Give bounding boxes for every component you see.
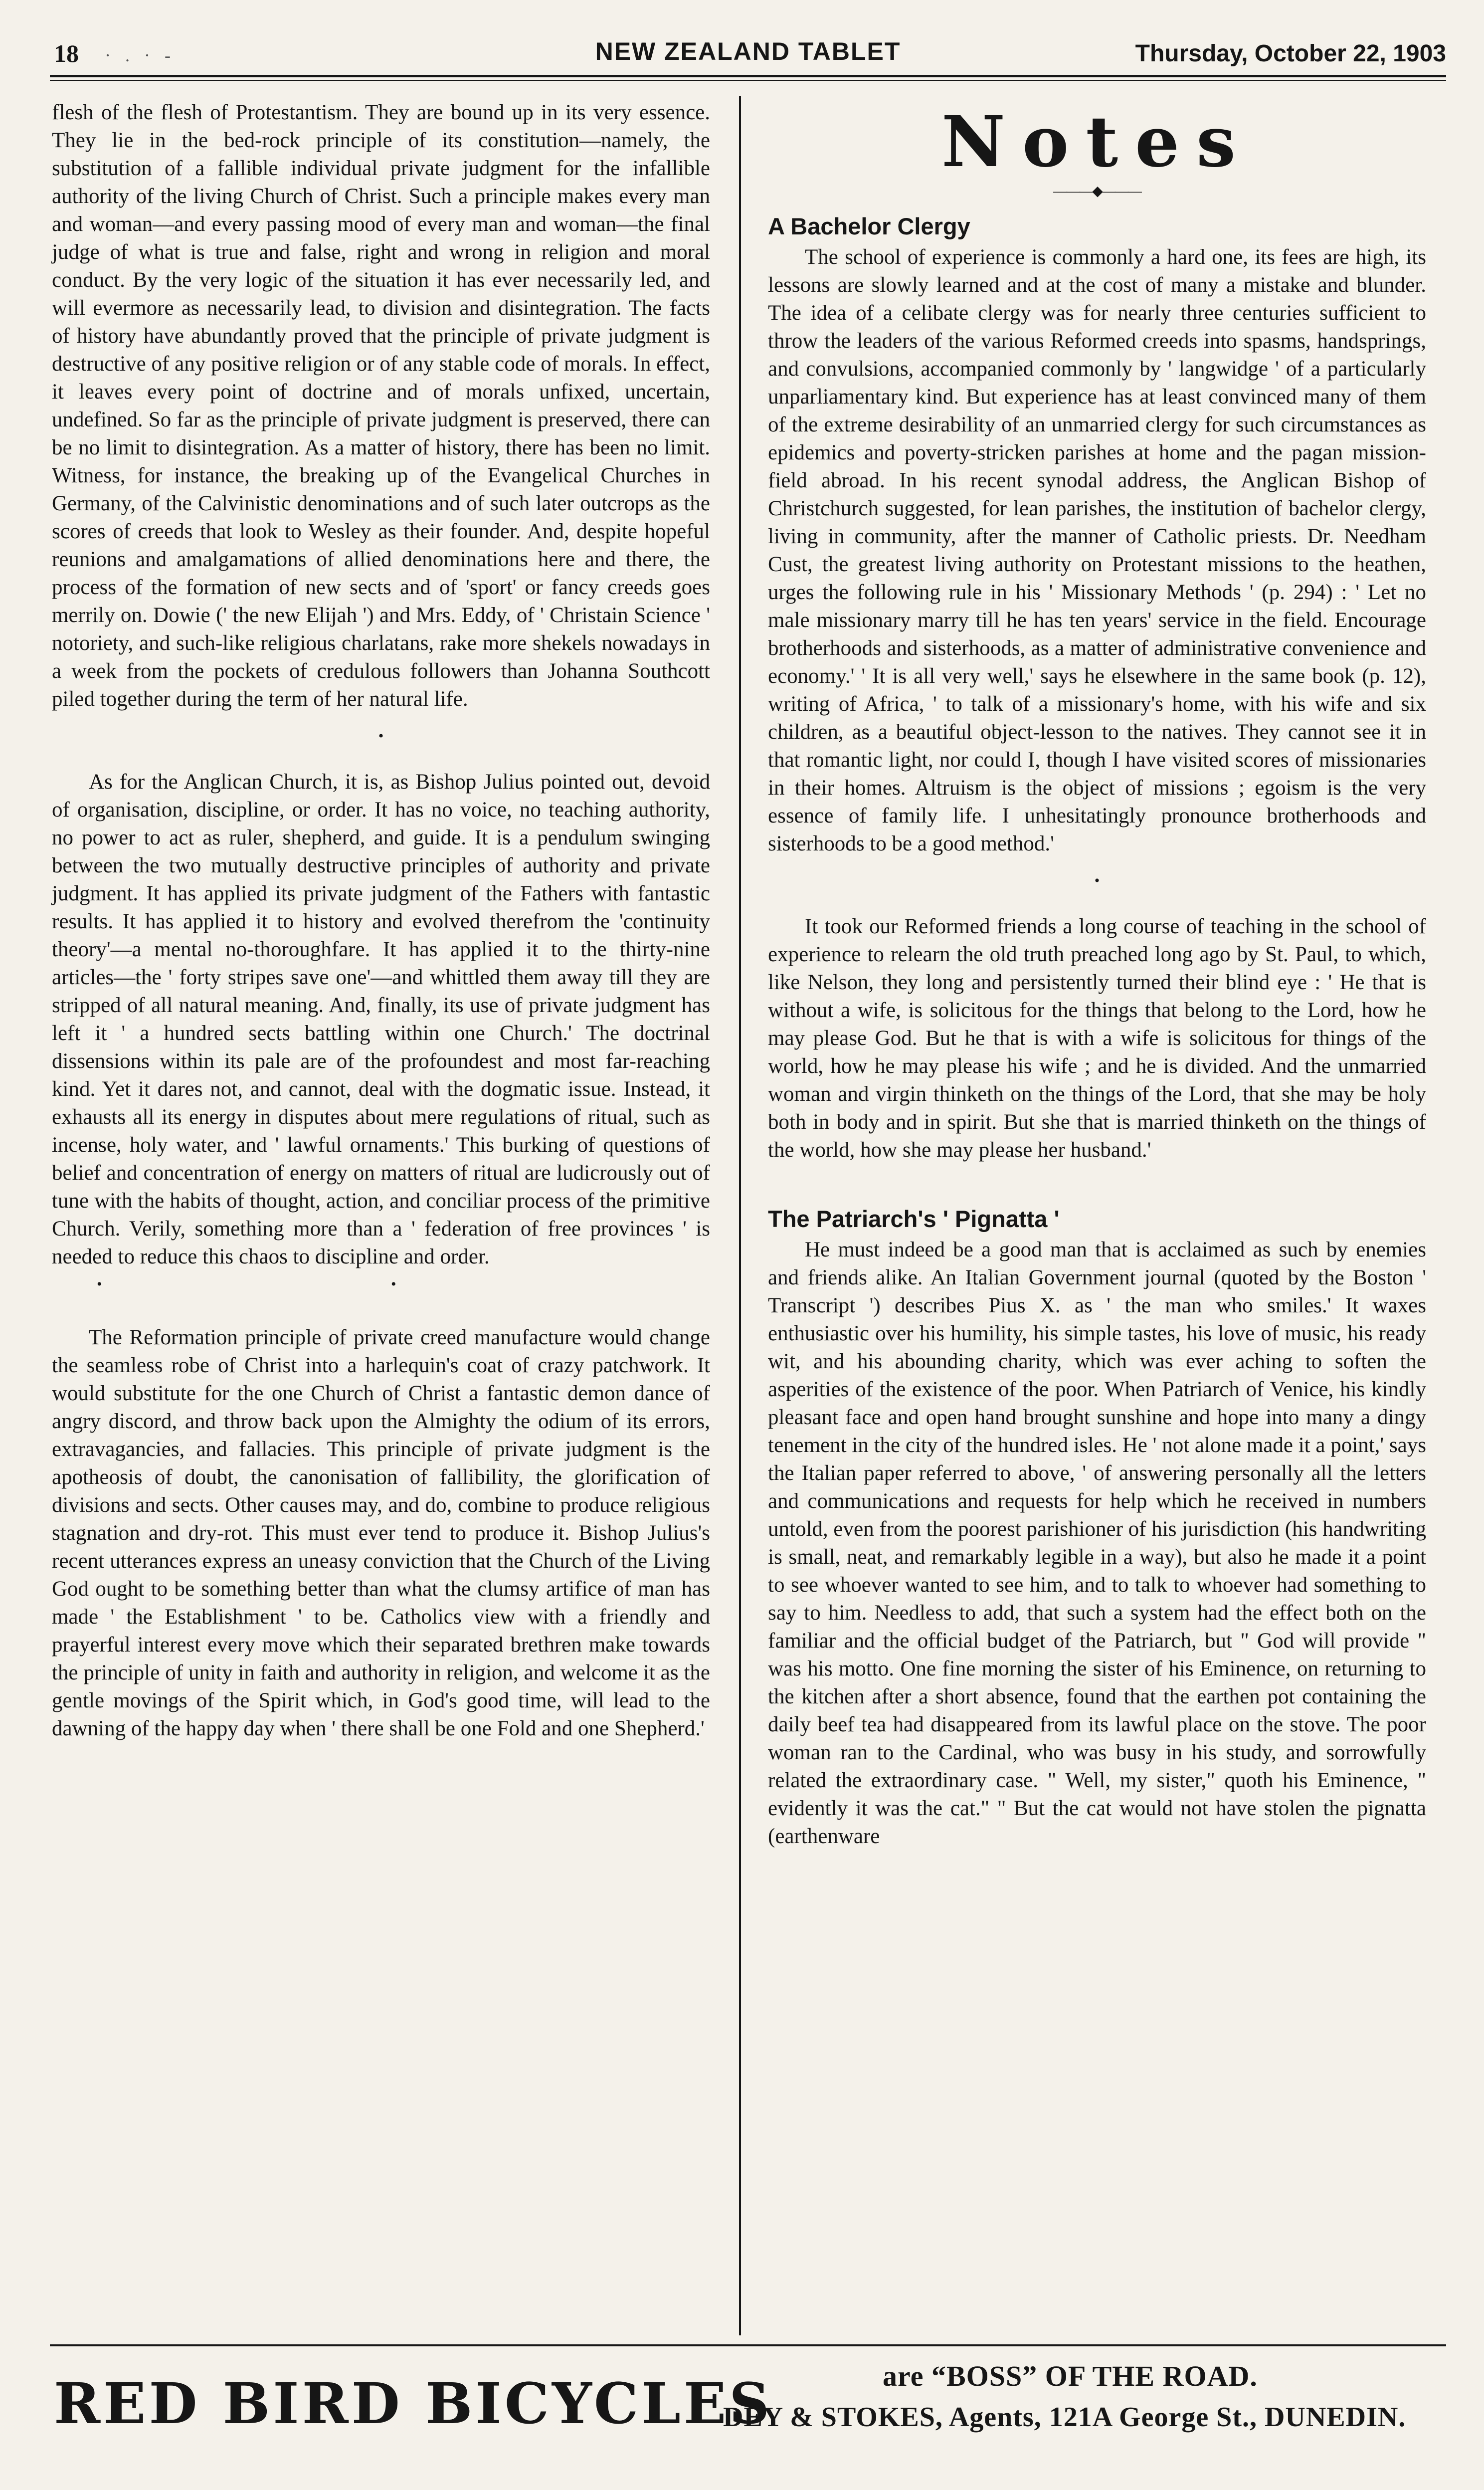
separator-bullet: • — [378, 728, 384, 744]
article-heading: A Bachelor Clergy — [768, 213, 970, 239]
separator-bullet: • — [1094, 872, 1100, 889]
advertisement-rule — [50, 2344, 1446, 2346]
left-column — [52, 99, 710, 1743]
article-heading: The Patriarch's ' Pignatta ' — [768, 1206, 1060, 1232]
ad-agents: DEY & STOKES, Agents, 121A George St., DUNEDIN. — [723, 2402, 1406, 2433]
right-column — [768, 99, 1426, 1851]
separator-bullet: • — [97, 1276, 102, 1292]
running-header — [50, 30, 1446, 75]
article-paragraph: It took our Reformed friends a long course of teaching in the school of experience to relearn the old truth preached long ago by St. Paul, to which, like Nelson, they long and persistently turned their blind eye : ' He that is without a wife, is solicitous for the things that belong to the Lord, how he may please God. But he that is with a wife is solicitous for things of the world, how he may please his wife ; and he is divided. And the unmarried woman and virgin thinketh on the things of the Lord, that she may be holy both in body and in spirit. But she that is married thinketh on the things of the world, how she may please her husband.' — [768, 915, 1426, 1162]
masthead: NEW ZEALAND TABLET — [595, 37, 901, 65]
title-ornament: ———◆——— — [1053, 184, 1141, 199]
article-gap — [768, 1164, 1426, 1199]
ad-slogan: are “BOSS” OF THE ROAD. — [883, 2360, 1258, 2392]
article-paragraph: flesh of the flesh of Protestantism. They are bound up in its very essence. They lie in the bed-rock principle of its constitution—namely, the substitution of a fallible individual private judgment for the infallible authority of the living Church of Christ. Such a principle makes every man and woman—and every passing mood of every man and woman—the final judge of what is true and false, right and wrong in religion and moral conduct. By the very logic of the situation it has ever necessarily led, and will evermore as necessarily lead, to division and disintegration. The facts of history have abundantly proved that the principle of private judgment is destructive of any positive religion or of any stable code of morals. In effect, it leaves every point of doctrine and of morals unfixed, uncertain, undefined. So far as the principle of private judgment is preserved, there can be no limit to disintegration. As a matter of history, there has been no limit. Witness, for instance, the breaking up of the Evangelical Churches in Germany, of the Calvinistic denominations and of such later outcrops as the scores of creeds that look to Wesley as their founder. And, despite hopeful reunions and amalgamations of allied denominations here and there, the process of the formation of new sects and of 'sport' or fancy creeds goes merrily on. Dowie (' the new Elijah ') and Mrs. Eddy, of ' Christain Science ' notoriety, and such-like religious charlatans, rake more shekels nowadays in a week from the pockets of credulous followers than Johanna Southcott piled together during the term of her natural life. — [52, 101, 710, 711]
column-divider — [739, 96, 741, 2335]
article-paragraph: He must indeed be a good man that is acclaimed as such by enemies and friends alike. An Italian Government journal (quoted by the Boston ' Transcript ') describes Pius X. as ' the man who smiles.' It waxes enthusiastic over his humility, his simple tastes, his love of music, his ready wit, and his abounding charity, which was ever aching to soften the asperities of the existence of the poor. When Patriarch of Venice, his kindly pleasant face and open hand brought sunshine and hope into many a dingy tenement in the city of the hundred isles. He ' not alone made it a point,' says the Italian paper referred to above, ' of answering personally all the letters and communications and requests for help which he received in numbers untold, even from the poorest parishioner of his jurisdiction (his handwriting is small, neat, and remarkably legible in a way), but also he made it a point to see whoever wanted to see him, and to talk to whoever had something to say to him. Needless to add, that such a system had the effect both on the familiar and the official budget of the Patriarch, but " God will provide " was his motto. One fine morning the sister of his Eminence, on returning to the kitchen after a short absence, found that the earthen pot containing the daily beef tea had disappeared from its lawful place on the stove. The poor woman ran to the Cardinal, who was busy in his study, and sorrowfully related the extraordinary case. " Well, my sister," quoth his Eminence, " evidently it was the cat." " But the cat would not have stolen the pignatta (earthenware — [768, 1238, 1426, 1848]
header-rule-thin — [50, 80, 1446, 81]
header-rule — [50, 75, 1446, 77]
advertisement — [50, 2349, 1446, 2454]
header-specks: · . · - — [105, 45, 176, 65]
separator-bullets — [52, 1274, 710, 1304]
ad-brand: RED BIRD BICYCLES — [54, 2371, 773, 2437]
article-paragraph: As for the Anglican Church, it is, as Bishop Julius pointed out, devoid of organisation, discipline, or order. It has no voice, no teaching authority, no power to act as ruler, shepherd, and guide. It is a pendulum swinging between the two mutually destructive principles of authority and private judgment. It has applied its private judgment of the Fathers with fantastic results. It has applied it to history and evolved therefrom the 'continuity theory'—a mental no-thoroughfare. It has applied it to the thirty-nine articles—the ' forty stripes save one'—and whittled them away till they are stripped of all natural meaning. And, finally, its use of private judgment has left it ' a hundred sects battling within one Church.' The doctrinal dissensions within its pale are of the profoundest and most far-reaching kind. Yet it dares not, and cannot, deal with the dogmatic issue. Instead, it exhausts all its energy in disputes about mere regulations of ritual, such as incense, holy water, and ' lawful ornaments.' This burking of questions of belief and concentration of energy on matters of ritual are ludicrously out of tune with the habits of thought, action, and conciliar process of the primitive Church. Verily, something more than a ' federation of free provinces ' is needed to reduce this chaos to discipline and order. — [52, 770, 710, 1268]
notes-section-title: Notes — [941, 101, 1253, 183]
page-number: 18 — [54, 39, 79, 67]
issue-date: Thursday, October 22, 1903 — [1135, 40, 1446, 67]
article-paragraph: The Reformation principle of private creed manufacture would change the seamless robe of Christ into a harlequin's coat of crazy patchwork. It would substitute for the one Church of Christ a fantastic demon dance of angry discord, and throw back upon the Almighty the odium of its errors, extravagancies, and fallacies. This principle of private judgment is the apotheosis of doubt, the canonisation of fallibility, the glorification of divisions and sects. Other causes may, and do, combine to produce religious stagnation and dry-rot. This must ever tend to produce it. Bishop Julius's recent utterances express an uneasy conviction that the Church of the Living God ought to be something better than what the clumsy artifice of man has made ' the Establishment ' to be. Catholics view with a friendly and prayerful interest every move which their separated brethren make towards the principle of unity in faith and authority in religion, and welcome it as the gentle movings of the Spirit which, in God's good time, will lead to the dawning of the happy day when ' there shall be one Fold and one Shepherd.' — [52, 1326, 710, 1740]
separator-bullet: • — [391, 1276, 396, 1292]
article-paragraph: The school of experience is commonly a hard one, its fees are high, its lessons are slowly learned and at the cost of many a mistake and blunder. The idea of a celibate clergy was for nearly three centuries sufficient to throw the leaders of the various Reformed creeds into spasms, handsprings, and convulsions, accompanied commonly by ' langwidge ' of a particularly unparliamentary kind. But experience has at least convinced many of them of the extreme desirability of an unmarried clergy for such circumstances as epidemics and poverty-stricken parishes at home and the pagan mission-field abroad. In his recent synodal address, the Anglican Bishop of Christchurch suggested, for lean parishes, the institution of bachelor clergy, living in community, after the manner of Catholic priests. Dr. Needham Cust, the greatest living authority on Protestant missions to the heathen, urges the following rule in his ' Missionary Methods ' (p. 294) : ' Let no male missionary marry till he has ten years' service in the field. Encourage brotherhoods and sisterhoods, as a matter of administrative convenience and economy.' ' It is all very well,' says he elsewhere in the same book (p. 12), writing of Africa, ' to talk of a missionary's home, with his wife and six children, as a beautiful object-lesson to the natives. They cannot see it in that romantic light, nor could I, though I have visited scores of missionaries in their homes. Altruism is the object of missions ; egoism is the very essence of family life. I unhesitatingly pronounce brotherhoods and sisterhoods to be a good method.' — [768, 245, 1426, 855]
